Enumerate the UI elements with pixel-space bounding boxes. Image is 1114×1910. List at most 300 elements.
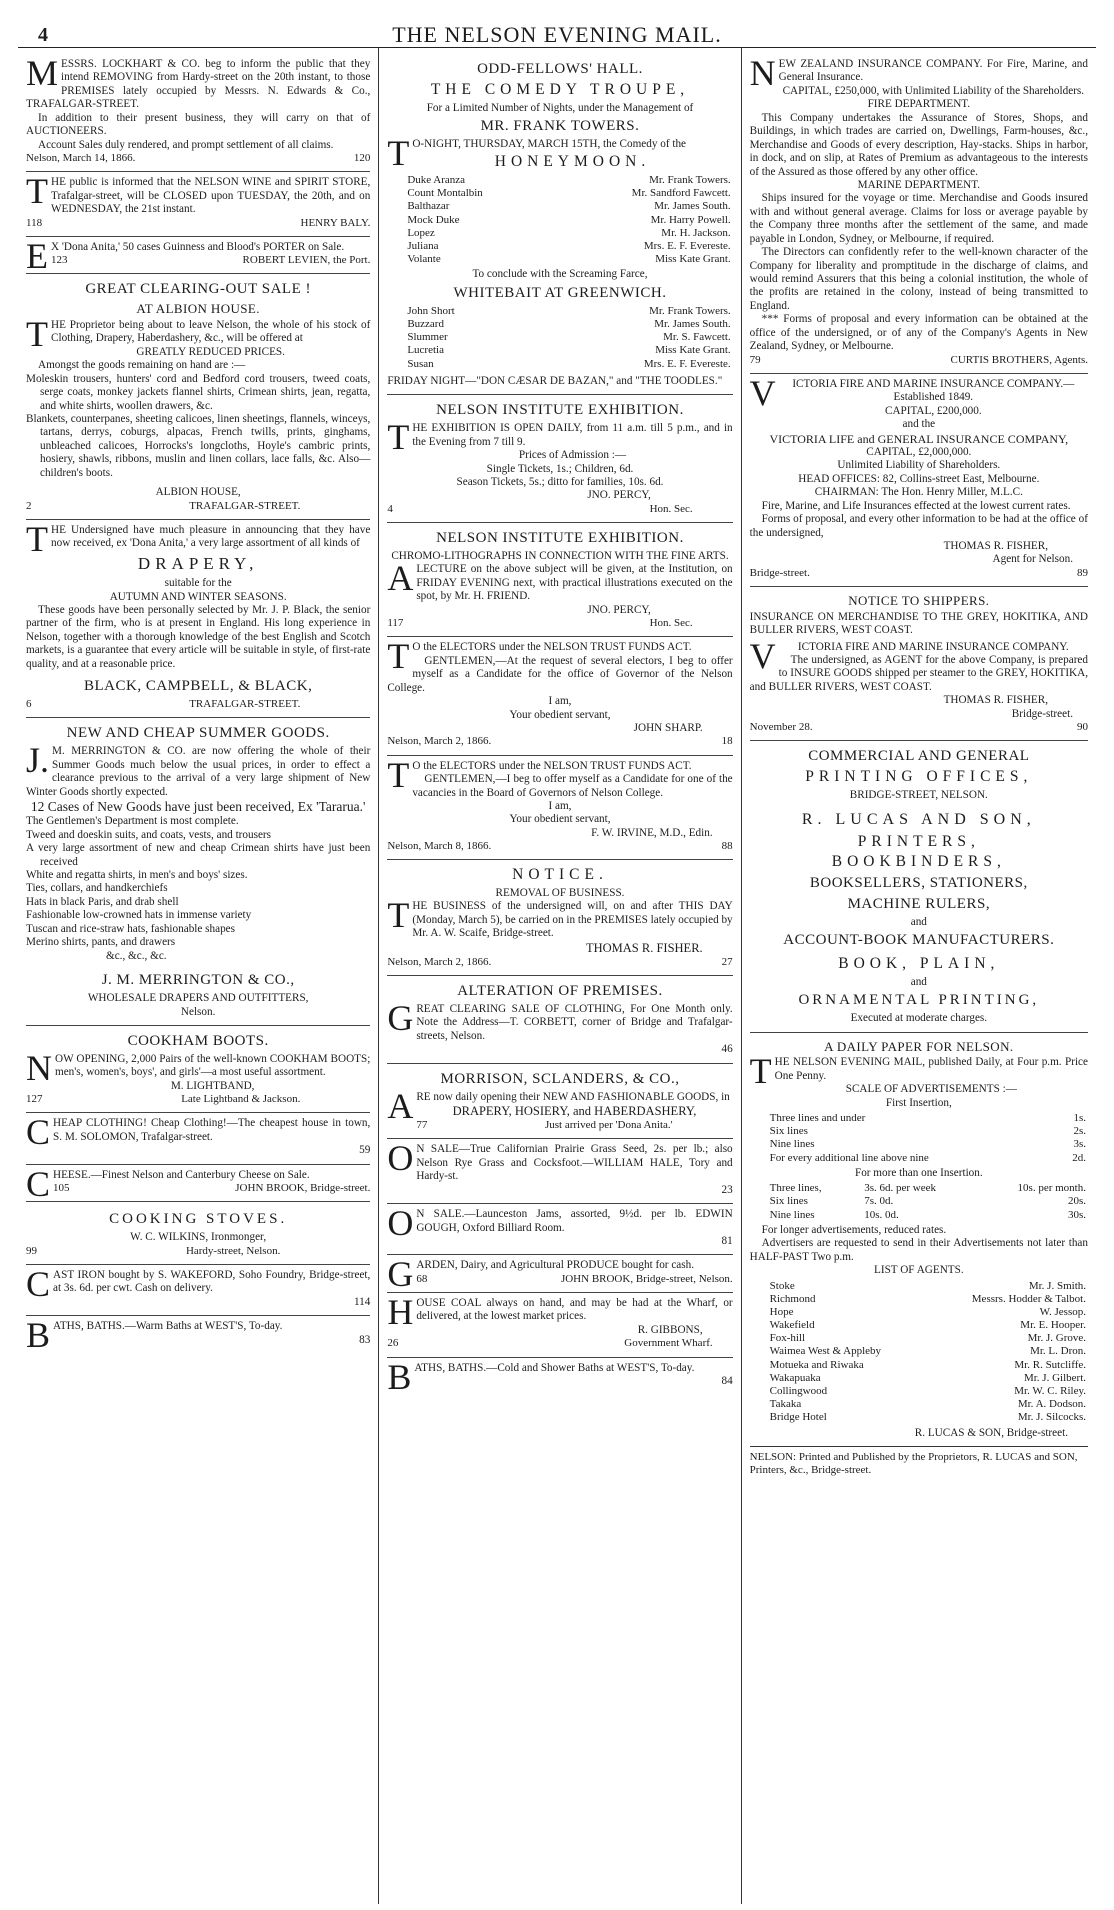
agent-name: Messrs. Hodder & Talbot.: [971, 1292, 1086, 1305]
ad-number: 46: [721, 1043, 733, 1056]
ad-text: J.M. MERRINGTON & CO. are now offering the whole of their Summer Goods much below the usual prices, in order to effect a clearance previous to the arrival of a very large shipment of New Winter Goods shortly expected.: [26, 740, 371, 798]
table-row: [387, 253, 732, 266]
ad-text: For a Limited Number of Nights, under the Management of: [426, 101, 694, 114]
ad-text: suitable for the: [164, 577, 232, 590]
ad-heading: NOTICE TO SHIPPERS.: [848, 593, 990, 609]
ad-signature: R. LUCAS & SON, Bridge-street.: [914, 1426, 1068, 1439]
agent-place: Collingwood: [769, 1385, 828, 1398]
agent-name: Mr. R. Sutcliffe.: [1014, 1358, 1086, 1371]
ad-text: GARDEN, Dairy, and Agricultural PRODUCE bought for cash.: [387, 1254, 695, 1295]
role-name: Lucretia: [407, 344, 444, 357]
ad-daily-paper: [750, 1033, 1088, 1447]
actor-name: Mrs. E. F. Evereste.: [643, 357, 731, 370]
ad-signature: JOHN SHARP.: [633, 722, 703, 734]
ad-text: CAST IRON bought by S. WAKEFORD, Soho Foundry, Bridge-street, at 3s. 6d. per cwt. Cash on delivery.: [26, 1264, 371, 1305]
column-1: [18, 48, 379, 1904]
actor-name: Mr. Frank Towers.: [649, 174, 731, 187]
ad-text: Late Lightband & Jackson.: [181, 1093, 301, 1106]
ad-text: I am,: [548, 695, 572, 708]
ad-text: Nelson.: [180, 1005, 216, 1018]
ad-text: Advertisers are requested to send in their Advertisements not later than HALF-PAST Two p.m.: [749, 1237, 1088, 1263]
ad-text: ACCOUNT-BOOK MANUFACTURERS.: [783, 932, 1055, 949]
ad-text: THE public is informed that the NELSON WINE and SPIRIT STORE, Trafalgar-street, will be CLOSED upon TUESDAY, the 20th, and on WEDNESDAY, the 21st instant.: [26, 171, 371, 216]
ad-cheese: [26, 1165, 370, 1203]
role-name: Duke Aranza: [407, 174, 466, 187]
ad-nz-insurance: [750, 54, 1088, 374]
ad-text: and: [910, 975, 927, 988]
agent-name: Mr. J. Grove.: [1027, 1332, 1086, 1345]
goods-item: Tweed and doeskin suits, and coats, vests, and trousers: [26, 828, 271, 841]
table-row: [750, 1152, 1088, 1165]
rate-price: 3s.: [1073, 1138, 1086, 1151]
ad-signature: CURTIS BROTHERS, Agents.: [950, 353, 1088, 366]
imprint: NELSON: Printed and Published by the Proprietors, R. LUCAS and SON, Printers, &c., Bridge-street.: [749, 1451, 1078, 1477]
ad-signature: ALBION HOUSE,: [155, 486, 241, 499]
rate-price: 2s.: [1073, 1125, 1086, 1138]
ad-heading: TO the ELECTORS under the NELSON TRUST FUNDS ACT.: [387, 636, 692, 677]
ad-text: HOUSE COAL always on hand, and may be had at the Wharf, or delivered, at the lowest market prices.: [387, 1292, 733, 1333]
ad-text: Unlimited Liability of Shareholders.: [837, 459, 1001, 472]
columns: [18, 48, 1096, 1904]
ad-text: and: [910, 915, 927, 928]
rate-month: 10s. per month.: [1017, 1182, 1086, 1195]
ad-text: For more than one Insertion.: [854, 1166, 983, 1179]
actor-name: Mr. Frank Towers.: [649, 304, 731, 317]
ad-text: ON SALE—True Californian Prairie Grass Seed, 2s. per lb.; also Nelson Rye Grass and Cocksfoot.—WILLIAM HALE, Tory and Hardy-st.: [387, 1138, 733, 1183]
actor-name: Mr. James South.: [654, 318, 731, 330]
ad-text: Your obedient servant,: [509, 813, 611, 826]
page-number: 4: [38, 24, 48, 46]
ad-house-coal: [387, 1293, 732, 1358]
actor-name: Mr. James South.: [654, 200, 731, 213]
ad-text: Agent for Nelson.: [992, 553, 1073, 566]
role-name: Lopez: [407, 226, 435, 239]
ad-text: Hon. Sec.: [649, 617, 693, 630]
ad-number: 59: [359, 1144, 371, 1157]
ad-number: 88: [721, 840, 733, 853]
ad-text: Just arrived per 'Dona Anita.': [544, 1119, 673, 1132]
ad-text: NOW OPENING, 2,000 Pairs of the well-known COOKHAM BOOTS; men's, women's, boys', and girls'—a most useful assortment.: [26, 1047, 371, 1088]
ad-printing-offices: [750, 741, 1088, 1032]
agent-place: Stoke: [769, 1279, 795, 1292]
ad-porter: [26, 237, 370, 275]
agent-place: Motueka and Riwaka: [769, 1358, 864, 1371]
table-row: [750, 1359, 1088, 1372]
ad-text: and the: [902, 418, 936, 431]
ad-number: 81: [721, 1234, 733, 1247]
agent-name: W. Jessop.: [1039, 1305, 1086, 1318]
ad-signature: R. GIBBONS,: [637, 1323, 703, 1336]
ad-number: 127: [26, 1093, 43, 1106]
ad-text: Single Tickets, 1s.; Children, 6d.: [486, 462, 634, 475]
ad-text: Account Sales duly rendered, and prompt settlement of all claims.: [38, 138, 334, 151]
ad-number: 4: [387, 502, 393, 515]
goods-item: Hats in black Paris, and drab shell: [26, 895, 179, 908]
table-row: [387, 344, 732, 357]
ad-text: Hon. Sec.: [649, 502, 693, 515]
agent-name: Mr. A. Dodson.: [1017, 1398, 1086, 1411]
ad-text: *** Forms of proposal and every information can be obtained at the office of the undersigned, or of any of the Company's Agents in New Zealand, Sydney, or Melbourne.: [749, 313, 1088, 353]
table-row: [750, 1385, 1088, 1398]
rates-table: [750, 1182, 1088, 1222]
ad-text: CAPITAL, £200,000.: [884, 404, 982, 417]
ad-heading: COMMERCIAL AND GENERAL: [808, 748, 1030, 765]
ad-text: ARE now daily opening their NEW AND FASHIONABLE GOODS, in: [387, 1085, 730, 1126]
ad-text: Your obedient servant,: [509, 708, 611, 721]
ad-number: 90: [1077, 721, 1088, 734]
ad-signature: JOHN BROOK, Bridge-street, Nelson.: [560, 1272, 733, 1285]
ad-text: HEAD OFFICES: 82, Collins-street East, Melbourne.: [798, 472, 1040, 485]
table-row: [750, 1182, 1088, 1195]
column-3: [742, 48, 1096, 1904]
table-row: [750, 1195, 1088, 1208]
ad-street: Bridge-street.: [749, 566, 810, 579]
rate-price: 2d.: [1072, 1151, 1086, 1164]
table-row: [750, 1319, 1088, 1332]
ad-text: ORNAMENTAL PRINTING,: [798, 992, 1040, 1009]
table-row: [387, 227, 732, 240]
role-name: John Short: [407, 304, 455, 317]
ad-number: 118: [26, 216, 43, 229]
ad-text: 12 Cases of New Goods have just been received, Ex 'Tararua.': [30, 799, 366, 815]
ad-text: DRAPERY, HOSIERY, and HABERDASHERY,: [452, 1104, 697, 1119]
ad-heading: VICTORIA FIRE AND MARINE INSURANCE COMPANY.—Established 1849.: [749, 372, 1075, 413]
ad-text: THE EXHIBITION IS OPEN DAILY, from 11 a.m. till 5 p.m., and in the Evening from 7 till 9.: [387, 417, 733, 458]
ad-cookham-boots: [26, 1026, 370, 1114]
goods-item: White and regatta shirts, in men's and boys' sizes.: [26, 869, 248, 882]
ad-text: BOOK, PLAIN,: [838, 955, 1000, 973]
ad-number: 99: [26, 1244, 37, 1257]
table-row: [387, 200, 732, 213]
ad-text: To conclude with the Screaming Farce,: [472, 268, 648, 281]
agent-name: Mr. L. Dron.: [1030, 1345, 1086, 1358]
actor-name: Mr. H. Jackson.: [661, 226, 731, 239]
goods-item: &c., &c., &c.: [106, 949, 167, 962]
ad-heading: DRAPERY,: [137, 553, 259, 573]
ad-text: Hardy-street, Nelson.: [185, 1244, 281, 1257]
actor-name: Mrs. E. F. Evereste.: [643, 240, 731, 252]
role-name: Susan: [407, 357, 434, 370]
ad-text: GENTLEMEN,—I beg to offer myself as a Candidate for one of the vacancies in the Board of Governors of Nelson College.: [412, 773, 733, 799]
table-row: [750, 1112, 1088, 1125]
ad-drapery: [26, 520, 370, 719]
ad-signature: ROBERT LEVIEN, the Port.: [242, 254, 371, 267]
actor-name: Miss Kate Grant.: [655, 344, 731, 357]
role-name: Volante: [407, 253, 441, 266]
ad-clearing-sale: [26, 274, 370, 519]
table-row: [387, 358, 732, 371]
rate-label: Six lines: [769, 1125, 808, 1138]
ad-heading: ALTERATION OF PREMISES.: [457, 982, 663, 999]
ad-text: Season Tickets, 5s.; ditto for families, 10s. 6d.: [456, 475, 664, 488]
ad-firm: BLACK, CAMPBELL, & BLACK,: [83, 678, 313, 695]
table-row: [387, 174, 732, 187]
ad-text: AUTUMN AND WINTER SEASONS.: [109, 590, 287, 603]
ad-jams: [387, 1204, 732, 1255]
rate-label: Nine lines: [769, 1208, 815, 1221]
ad-text: The undersigned, as AGENT for the above Company, is prepared to INSURE GOODS shipped per steamer to the GREY, HOKITIKA, and BULLER RIVERS, WEST COAST.: [749, 653, 1088, 693]
goods-list: Blankets, counterpanes, sheeting calicoes, linen sheetings, flannels, winceys, tartans, derrys, coburgs, alpacas, French twills, prints, ginghams, unbleached calicoes, Horrocks's longcloths, Hoyle's cambric prints, hosiery, shawls, ribbons, muslin and linen collars, lace falls, &c. Also—children's boots.: [26, 413, 371, 479]
agent-place: Takaka: [769, 1398, 802, 1411]
rate-label: Six lines: [769, 1195, 808, 1208]
ad-institute-exhibition: [387, 395, 732, 523]
agent-name: Mr. J. Gilbert.: [1023, 1371, 1086, 1384]
ad-date: Nelson, March 2, 1866.: [387, 735, 492, 748]
ad-heading: NELSON INSTITUTE EXHIBITION.: [436, 402, 684, 419]
ad-signature: F. W. IRVINE, M.D., Edin.: [591, 826, 713, 839]
rate-week: 10s. 0d.: [864, 1208, 899, 1221]
table-row: [387, 305, 732, 318]
ad-heading: NEW ZEALAND INSURANCE COMPANY. For Fire, Marine, and General Insurance.: [749, 53, 1088, 93]
rate-label: Three lines and under: [769, 1112, 866, 1125]
actor-name: Mr. Harry Powell.: [650, 213, 731, 226]
ad-text: First Insertion,: [885, 1096, 952, 1109]
ad-text: BATHS, BATHS.—Cold and Shower Baths at WEST'S, To-day.: [387, 1356, 695, 1397]
cast-list: [387, 305, 732, 371]
goods-list: Moleskin trousers, hunters' cord and Bedford cord trousers, tweed coats, serge coats, monkey jackets flannel shirts, Crimean shirts, jean, regatta, and white shirts, woollen drawers, &c.: [26, 372, 371, 412]
ad-cooking-stoves: [26, 1202, 370, 1265]
ad-signature: HENRY BALY.: [300, 216, 371, 229]
ad-text: ON SALE.—Launceston Jams, assorted, 9½d. per lb. EDWIN GOUGH, Oxford Billiard Room.: [387, 1203, 733, 1244]
goods-item: Merino shirts, pants, and drawers: [26, 936, 176, 949]
ad-subheading: MARINE DEPARTMENT.: [857, 178, 981, 191]
ad-text: CHEAP CLOTHING! Cheap Clothing!—The cheapest house in town, S. M. SOLOMON, Trafalgar-street.: [26, 1112, 371, 1153]
agent-place: Richmond: [769, 1292, 816, 1305]
agent-place: Bridge Hotel: [769, 1411, 827, 1424]
actor-name: Miss Kate Grant.: [655, 253, 731, 266]
ad-heading: PRINTING OFFICES,: [805, 768, 1033, 786]
ad-number: 117: [387, 617, 404, 630]
ad-text: THE Proprietor being about to leave Nelson, the whole of his stock of Clothing, Drapery, Haberdashery, &c., will be offered at: [26, 313, 371, 354]
ad-heading: NELSON INSTITUTE EXHIBITION.: [436, 530, 684, 546]
agent-place: Wakapuaka: [769, 1371, 821, 1384]
ad-subheading: INSURANCE ON MERCHANDISE TO THE GREY, HOKITIKA, AND BULLER RIVERS, WEST COAST.: [749, 610, 1088, 637]
ad-number: 27: [721, 955, 733, 968]
ad-warm-baths: [26, 1315, 371, 1356]
ad-street: TRAFALGAR-STREET.: [189, 499, 301, 512]
ad-number: 18: [721, 735, 733, 748]
ad-text: Fire, Marine, and Life Insurances effected at the lowest current rates.: [761, 499, 1071, 512]
table-row: [750, 1280, 1088, 1293]
ad-number: 26: [387, 1337, 399, 1350]
ad-electors-sharp: [387, 637, 732, 755]
ad-text: MACHINE RULERS,: [847, 895, 991, 912]
cast-list: [387, 174, 732, 266]
ad-number: 6: [26, 698, 32, 711]
ad-text: For longer advertisements, reduced rates.: [761, 1223, 947, 1236]
agent-place: Wakefield: [769, 1319, 815, 1332]
role-name: Slummer: [407, 331, 448, 344]
rates-table: [750, 1112, 1088, 1165]
agent-name: Mr. W. C. Riley.: [1014, 1385, 1086, 1398]
ad-subheading: CHROMO-LITHOGRAPHS IN CONNECTION WITH THE FINE ARTS.: [391, 550, 729, 562]
table-row: [387, 214, 732, 227]
role-name: Juliana: [407, 240, 439, 252]
ad-number: 79: [749, 353, 761, 366]
ad-text: BOOKBINDERS,: [831, 853, 1006, 871]
column-2: [379, 48, 741, 1904]
ad-number: 2: [26, 499, 32, 512]
table-row: [750, 1372, 1088, 1385]
ad-text: MESSRS. LOCKHART & CO. beg to inform the public that they intend REMOVING from Hardy-street on the 20th instant, to those PREMISES lately occupied by Messrs. N. Edwards & Co., TRAFALGAR-STREET.: [26, 53, 371, 111]
ad-number: 114: [353, 1295, 371, 1308]
ad-heading: COOKING STOVES.: [109, 1211, 288, 1228]
ad-signature: THOMAS R. FISHER.: [585, 940, 703, 955]
ad-firm: J. M. MERRINGTON & CO.,: [101, 972, 295, 989]
ad-heading: TO the ELECTORS under the NELSON TRUST FUNDS ACT.: [387, 754, 692, 795]
agent-place: Hope: [769, 1305, 794, 1318]
agent-name: Mr. J. Silcocks.: [1017, 1411, 1086, 1424]
goods-item: The Gentlemen's Department is most complete.: [26, 815, 239, 828]
ad-alteration: [387, 976, 732, 1064]
ad-text: Executed at moderate charges.: [850, 1012, 988, 1025]
ad-text: BATHS, BATHS.—Warm Baths at WEST'S, To-day.: [26, 1315, 283, 1356]
goods-item: Tuscan and rice-straw hats, fashionable shapes: [26, 922, 235, 935]
ad-text: These goods have been personally selected by Mr. J. P. Black, the senior partner of the firm, who is at present in England. His long experience in Nelson, together with a thorough knowledge of the best English and Scotch markets, is a guarantee that every article will be suitable in style, of first-rate quality, and at a reasonable price.: [26, 603, 371, 670]
agent-name: Mr. J. Smith.: [1028, 1279, 1086, 1292]
ad-number: 120: [353, 152, 371, 165]
table-row: [750, 1398, 1088, 1411]
ad-subheading: REMOVAL OF BUSINESS.: [495, 887, 625, 900]
ad-text: CHAIRMAN: The Hon. Henry Miller, M.L.C.: [814, 486, 1023, 499]
ad-number: 105: [53, 1182, 70, 1195]
ad-text: Government Wharf.: [624, 1337, 713, 1350]
ad-heading: VICTORIA LIFE and GENERAL INSURANCE COMPANY,: [769, 431, 1069, 446]
ad-number: 89: [1077, 566, 1088, 579]
ad-signature: JNO. PERCY,: [587, 603, 651, 616]
ad-grass-seed: [387, 1139, 732, 1204]
ad-date: Nelson, March 8, 1866.: [387, 840, 492, 853]
play-title: WHITEBAIT AT GREENWICH.: [453, 284, 667, 301]
rate-month: 20s.: [1067, 1195, 1086, 1208]
ad-number: 84: [721, 1374, 733, 1387]
ad-text: BOOKSELLERS, STATIONERS,: [809, 874, 1028, 891]
ad-heading: THE COMEDY TROUPE,: [430, 81, 690, 98]
ad-heading: GREAT CLEARING-OUT SALE !: [85, 281, 311, 298]
rate-label: For every additional line above nine: [769, 1151, 929, 1164]
ad-subheading: LIST OF AGENTS.: [874, 1264, 964, 1277]
ad-text: Prices of Admission :—: [518, 449, 627, 462]
ad-subheading: AT ALBION HOUSE.: [136, 301, 260, 317]
rate-price: 1s.: [1073, 1112, 1086, 1125]
table-row: [387, 331, 732, 344]
ad-text: CAPITAL, £250,000, with Unlimited Liability of the Shareholders.: [782, 84, 1085, 97]
ad-text: GREAT CLEARING SALE OF CLOTHING, For One Month only. Note the Address—T. CORBETT, corner of Bridge and Trafalgar-streets, Nelson.: [387, 997, 733, 1042]
table-row: [750, 1332, 1088, 1345]
ad-text: THE NELSON EVENING MAIL, published Daily, at Four p.m. Price One Penny.: [749, 1051, 1088, 1092]
ad-summer-goods: [26, 718, 370, 1026]
ad-firm: R. LUCAS AND SON,: [801, 811, 1036, 829]
ad-heading: COOKHAM BOOTS.: [127, 1032, 269, 1049]
role-name: Mock Duke: [407, 213, 460, 226]
ad-heading: NEW AND CHEAP SUMMER GOODS.: [66, 725, 330, 742]
goods-item: A very large assortment of new and cheap Crimean shirts have just been received: [26, 842, 371, 868]
ad-cold-baths: [387, 1358, 732, 1395]
ad-text: The Directors can confidently refer to the well-known character of the Company for liberality and promptitude in the discharge of claims, and would remind Assurers that this being a colonial institution, the whole of the profits are retained in the colony, instead of being transmitted to England.: [749, 246, 1088, 312]
ad-text: ALECTURE on the above subject will be given, at the Institution, on FRIDAY EVENING next, with practical illustrations executed on the spot, by Mr. H. FRIEND.: [387, 558, 733, 603]
ad-lockhart: [26, 54, 370, 172]
ad-signature: THOMAS R. FISHER,: [943, 694, 1048, 707]
agent-place: Fox-hill: [769, 1332, 806, 1345]
ad-signature: JOHN BROOK, Bridge-street.: [235, 1182, 371, 1195]
ad-heading: VICTORIA FIRE AND MARINE INSURANCE COMPANY.: [749, 635, 1069, 676]
ad-text: EX 'Dona Anita,' 50 cases Guinness and Blood's PORTER on Sale.: [26, 235, 345, 276]
role-name: Count Montalbin: [407, 187, 483, 200]
ad-text: GENTLEMEN,—At the request of several electors, I beg to offer myself as a Candidate for the office of Governor of the Nelson College.: [387, 654, 733, 694]
ad-text: I am,: [548, 799, 572, 812]
ad-removal-notice: [387, 860, 732, 976]
rate-month: 30s.: [1067, 1208, 1086, 1221]
ad-text: Amongst the goods remaining on hand are :—: [38, 359, 246, 372]
ad-heading: MR. FRANK TOWERS.: [480, 118, 640, 135]
ad-subheading: SCALE OF ADVERTISEMENTS :—: [845, 1083, 1017, 1096]
rate-week: 7s. 0d.: [864, 1195, 894, 1208]
actor-name: Mr. Sandford Fawcett.: [631, 187, 731, 200]
rate-label: Nine lines: [769, 1138, 815, 1151]
masthead: [18, 14, 1096, 48]
ad-cheap-clothing: [26, 1113, 370, 1164]
role-name: Buzzard: [407, 318, 444, 330]
ad-street: Bridge-street.: [1011, 707, 1073, 720]
ad-signature: THOMAS R. FISHER,: [943, 540, 1048, 553]
actor-name: Mr. S. Fawcett.: [663, 331, 731, 344]
ad-victoria-insurance: [750, 374, 1088, 587]
ad-text: Ships insured for the voyage or time. Merchandise and Goods insured with and without general average. Claims for loss or average payable by the Company three months after the settlement of the same, and made payable in London, Sydney, or Melbourne, if required.: [749, 192, 1088, 245]
ad-text: In addition to their present business, they will carry on that of AUCTIONEERS.: [26, 111, 371, 138]
goods-item: Fashionable low-crowned hats in immense variety: [26, 909, 252, 922]
ad-date: November 28.: [749, 721, 813, 734]
ad-number: 23: [721, 1183, 733, 1196]
ad-text: THE Undersigned have much pleasure in announcing that they have now received, ex 'Dona Anita,' a very large assortment of all kinds of: [26, 518, 371, 559]
ad-text: BRIDGE-STREET, NELSON.: [849, 788, 988, 801]
ad-oddfellows-hall: [387, 54, 732, 395]
agent-name: Mr. E. Hooper.: [1020, 1319, 1086, 1332]
ad-number: 68: [416, 1272, 428, 1285]
ad-morrison: [387, 1064, 732, 1140]
goods-item: Ties, collars, and handkerchiefs: [26, 882, 168, 895]
table-row: [750, 1411, 1088, 1424]
table-row: [387, 187, 732, 200]
ad-cast-iron: [26, 1265, 370, 1316]
ad-text: GREATLY REDUCED PRICES.: [136, 345, 285, 358]
ad-date: Nelson, March 2, 1866.: [387, 955, 492, 968]
ad-text: THE BUSINESS of the undersigned will, on and after THIS DAY (Monday, March 5), be carried on in the PREMISES lately occupied by Mr. A. W. Scaife, Bridge-street.: [387, 895, 733, 940]
newspaper-title: THE NELSON EVENING MAIL.: [392, 22, 722, 47]
ad-notice-to-shippers: [750, 587, 1088, 741]
ad-number: 123: [51, 254, 68, 267]
ad-text: Forms of proposal, and every other information to be had at the office of the undersigned,: [749, 513, 1088, 539]
ad-institute-lecture: [387, 523, 732, 637]
table-row: [750, 1306, 1088, 1319]
agents-table: [750, 1280, 1088, 1425]
play-title: HONEYMOON.: [494, 153, 651, 171]
ad-text: WHOLESALE DRAPERS AND OUTFITTERS,: [87, 992, 309, 1005]
table-row: [750, 1138, 1088, 1151]
ad-text: PRINTERS,: [857, 832, 980, 850]
ad-signature: M. LIGHTBAND,: [170, 1079, 255, 1092]
rate-week: 3s. 6d. per week: [864, 1182, 937, 1195]
ad-text: TO-NIGHT, THURSDAY, MARCH 15TH, the Comedy of the: [387, 133, 687, 174]
ad-subheading: FIRE DEPARTMENT.: [867, 98, 971, 111]
table-row: [387, 240, 732, 253]
table-row: [750, 1293, 1088, 1306]
ad-street: TRAFALGAR-STREET.: [189, 698, 301, 711]
ad-signature: JNO. PERCY,: [587, 489, 651, 502]
ad-date: Nelson, March 14, 1866.: [26, 152, 136, 165]
ad-heading: A DAILY PAPER FOR NELSON.: [824, 1038, 1014, 1054]
ad-heading: ODD-FELLOWS' HALL.: [477, 61, 643, 77]
ad-number: 77: [416, 1119, 428, 1132]
